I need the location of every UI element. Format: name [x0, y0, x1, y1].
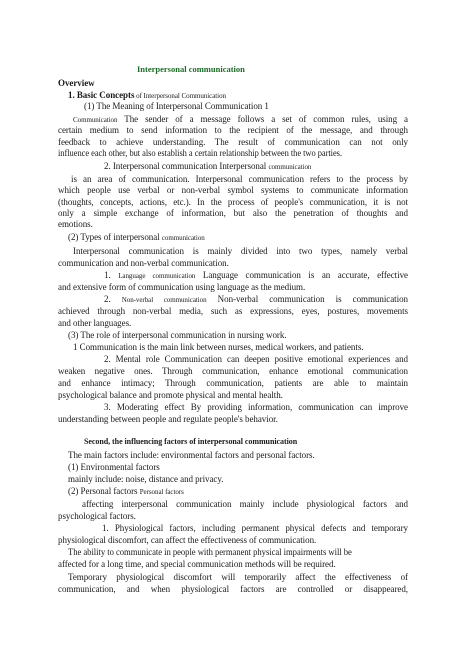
line-text: communication, and when physiological factors are controlled or disappeared,: [58, 584, 408, 594]
text-line: [58, 306, 408, 317]
section-heading-overview: [58, 78, 408, 89]
text-line: [58, 219, 408, 230]
line-small: communication: [268, 163, 312, 171]
line-text: affecting interpersonal communication mainly include physiological factors and: [82, 499, 408, 509]
line-small: Communication: [73, 116, 118, 124]
text-line: [58, 137, 408, 148]
line-text: (1) Environmental factors: [68, 462, 160, 472]
line-text: certain medium to send information to the recipient of the message, and through: [58, 125, 408, 135]
text-line: [58, 197, 408, 208]
text-line: [58, 414, 408, 425]
line-bold: Second, the influencing factors of interpersonal communication: [84, 437, 298, 446]
text-line: [58, 208, 408, 219]
line-text: Interpersonal communication is mainly divided into two types, namely verbal: [73, 246, 408, 256]
text-line: [104, 161, 454, 173]
text-line: [58, 282, 408, 293]
line-text: and other languages.: [58, 318, 132, 328]
line-small: Personal factors: [139, 488, 184, 496]
text-line: [68, 474, 418, 485]
text-line: [58, 390, 408, 401]
line-text: The ability to communicate in people with permanent physical impairments will be: [68, 547, 352, 557]
line-text: (1) The Meaning of Interpersonal Communication 1: [84, 101, 269, 111]
text-line: [58, 584, 408, 595]
line-text: Overview: [58, 78, 95, 88]
text-line: [58, 185, 408, 196]
line-text: only a simple exchange of information, but also the penetration of thoughts and: [58, 208, 408, 218]
line-text: (3) The role of interpersonal communication in nursing work.: [68, 330, 287, 340]
text-line: [104, 402, 408, 413]
text-line: [68, 572, 408, 583]
line-text: mainly include: noise, distance and privacy.: [68, 474, 224, 484]
line-text: influence each other, but also establish a certain relationship between the two parties.: [58, 148, 343, 158]
text-line: [82, 499, 408, 510]
line-text: achieved through non-verbal media, such as expressions, eyes, postures, movements: [58, 306, 408, 316]
line-text: Non-verbal communication is communication: [206, 294, 408, 304]
line-text: 1. Physiological factors, including permanent physical defects and temporary: [102, 523, 408, 533]
text-line: [68, 232, 418, 244]
text-line: [58, 318, 408, 329]
text-line: [58, 511, 408, 522]
text-line: [102, 523, 408, 534]
line-text: 2.: [104, 294, 122, 304]
line-text: 2. Mental role Communication can deepen positive emotional experiences and: [104, 354, 408, 364]
text-line: [58, 148, 408, 159]
text-line: [104, 354, 408, 365]
line-text: 1 Communication is the main link between nurses, medical workers, and patients.: [73, 342, 364, 352]
line-text: 2. Interpersonal communication Interpersonal: [104, 161, 269, 171]
line-text: The main factors include: environmental factors and personal factors.: [68, 450, 315, 460]
text-line: [58, 125, 408, 136]
line-text: affected for a long time, and special communication methods will be required.: [58, 559, 336, 569]
line-text: physiological discomfort, can affect the effectiveness of communication.: [58, 535, 317, 545]
line-text: emotions.: [58, 219, 93, 229]
line-text: weaken negative ones. Through communication, enhance emotional communication: [58, 366, 408, 376]
line-text: (thoughts, concepts, actions, etc.). In the process of people's communication, it is not: [58, 197, 408, 207]
text-line: [68, 547, 408, 558]
text-line: [58, 559, 408, 570]
line-small: communication: [161, 234, 205, 242]
line-text: understanding between people and regulate people's behavior.: [58, 414, 278, 424]
text-line: [84, 101, 434, 112]
text-line: [73, 342, 423, 353]
document-title: Interpersonal communication: [137, 64, 245, 74]
text-line: [104, 270, 408, 282]
line-text: (2) Types of interpersonal: [68, 232, 162, 242]
text-line: [104, 294, 408, 306]
line-text: (2) Personal factors: [68, 486, 140, 496]
line-text: and enhance intimacy; Through communication, patients are able to maintain: [58, 378, 408, 388]
line-text: is an area of communication. Interpersonal communication refers to the process by: [71, 174, 408, 184]
text-line: [68, 450, 418, 461]
line-text: communication and non-verbal communication.: [58, 258, 229, 268]
section-heading-influencing-factors: [84, 436, 434, 447]
text-line: [58, 378, 408, 389]
line-bold: 1. Basic Concepts: [68, 90, 135, 100]
line-text: psychological factors.: [58, 511, 136, 521]
text-line: [68, 330, 418, 341]
line-small: Non-verbal communication: [121, 296, 207, 304]
line-text: Language communication is an accurate, effective: [195, 270, 408, 280]
text-line: [58, 535, 408, 546]
line-text: psychological balance and promote physical and mental health.: [58, 390, 283, 400]
text-line: [73, 246, 408, 257]
text-line: [58, 258, 408, 269]
line-text: The sender of a message follows a set of common rules, using a: [117, 114, 408, 124]
line-small: of Interpersonal Communication: [134, 92, 226, 100]
text-line: [71, 174, 408, 185]
line-text: 3. Moderating effect By providing information, communication can improve: [104, 402, 408, 412]
line-text: feedback to achieve understanding. The result of communication can not only: [58, 137, 408, 147]
line-small: Language communication: [118, 272, 196, 280]
line-text: which people use verbal or non-verbal symbol systems to communicate information: [58, 185, 408, 195]
text-line: [68, 486, 418, 498]
line-text: and extensive form of communication using language as the medium.: [58, 282, 306, 292]
line-text: Temporary physiological discomfort will temporarily affect the effectiveness of: [68, 572, 408, 582]
text-line: [68, 462, 418, 473]
text-line: [58, 366, 408, 377]
line-text: 1.: [104, 270, 119, 280]
